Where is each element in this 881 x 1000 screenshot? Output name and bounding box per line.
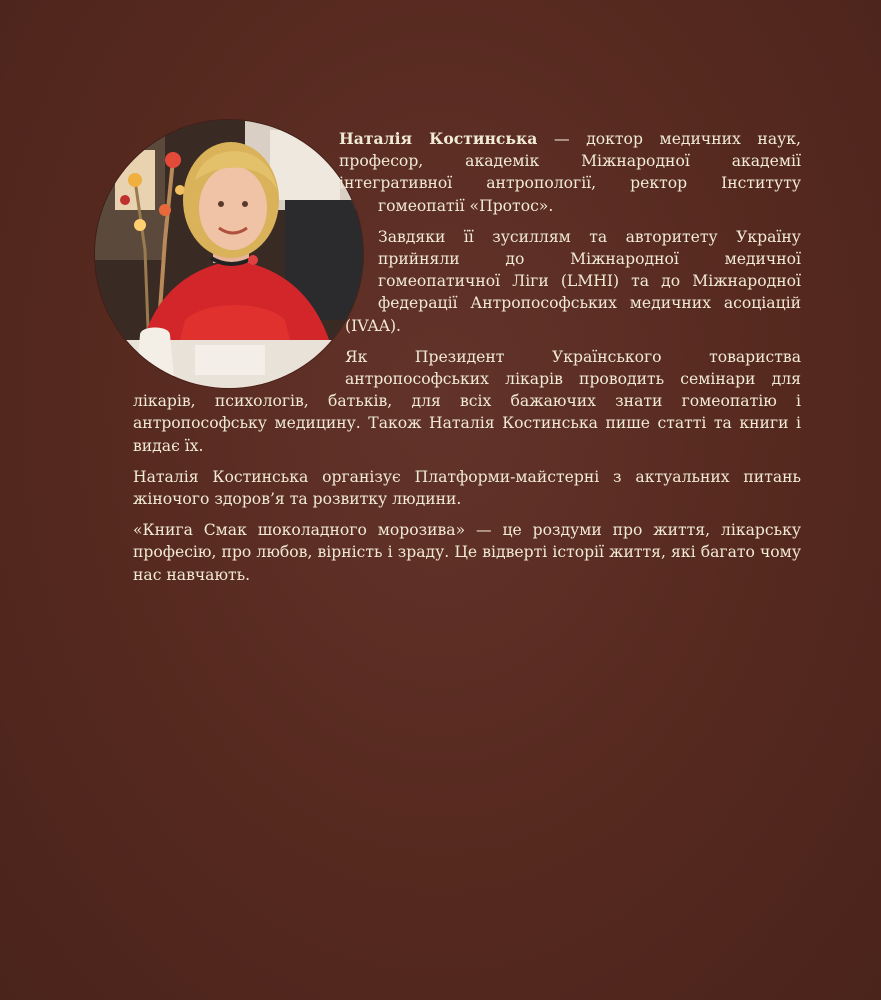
- bio-paragraph-5: «Книга Смак шоколадного морозива» — це роздуми про життя, лікарську професію, про любов, вірність і зраду. Це відверті історії життя, які багато чому нас навчають.: [133, 521, 801, 584]
- bio-paragraph-3: Як Президент Українського товариства антропософських лікарів проводить семінари для лікарів, психологів, батьків, для всіх бажаючих знати гомеопатію і антропософську медицину. Також Наталія Костинська пише статті та книги і видає їх.: [133, 347, 801, 455]
- photo-wrap-spacer-2: [133, 216, 378, 314]
- bio-paragraph-2: Завдяки її зусиллям та авторитету Україну прийняли до Міжнародної медичної гомеопатичної Ліги (LMHI) та до Міжнародної федерації Антропософських медичних асоціацій (IVAA).: [345, 227, 801, 335]
- bio-text: [133, 128, 801, 595]
- author-name: Наталія Костинська: [339, 129, 538, 148]
- bio-paragraph-4: Наталія Костинська організує Платформи-майстерні з актуальних питань жіночого здоров’я та розвитку людини.: [133, 467, 801, 509]
- photo-wrap-spacer-3: [133, 314, 345, 380]
- photo-wrap-spacer-1: [133, 128, 339, 216]
- bio-paragraph-1-text: — доктор медичних наук, професор, академік Міжнародної академії інтегративної антропології, ректор Інституту гомеопатії «Протос».: [339, 130, 802, 215]
